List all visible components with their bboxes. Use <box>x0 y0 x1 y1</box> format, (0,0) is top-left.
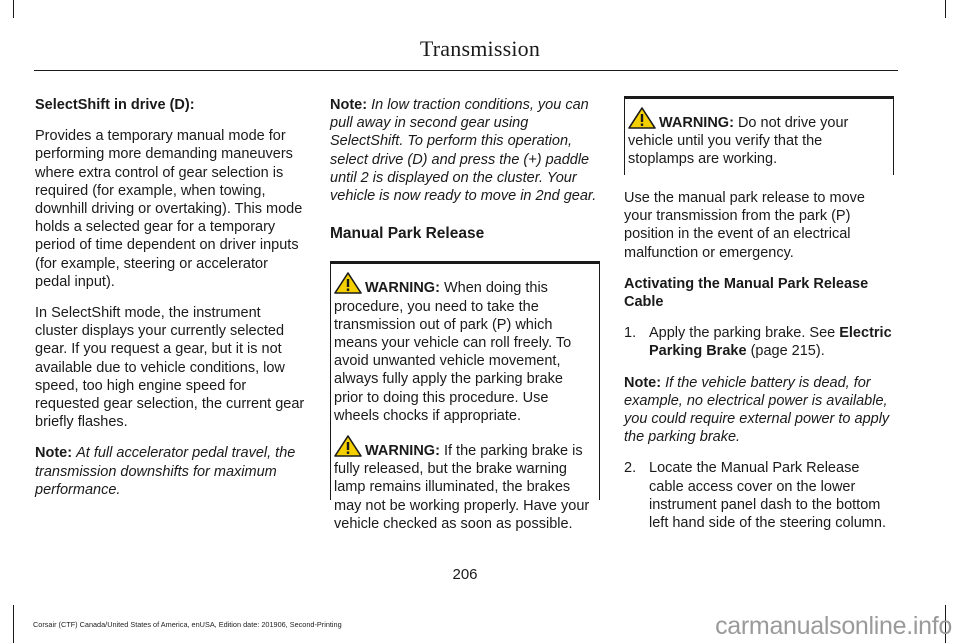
crop-mark-bottom-left <box>13 605 14 643</box>
warning-label: WARNING: <box>659 115 734 131</box>
page-reference: (page 215). <box>750 343 825 360</box>
warning-text: When doing this procedure, you need to take the transmission out of park (P) which means your vehicle can roll freely. To avoid unwanted vehicle movement, always fully apply the parking brake prior to doing this procedure. Use wheels chocks if appropriate. <box>334 280 572 424</box>
column-2 <box>330 96 600 532</box>
selectshift-paragraph-1: Provides a temporary manual mode for performing more demanding maneuvers where extra control of gear selection is required (for example, when towing, downhill driving or overtaking). This mode holds a selected gear for a temporary period of time dependent on driver inputs (for example, steering or accelerator pedal input). <box>35 128 303 290</box>
step-number: 1. <box>624 325 637 342</box>
watermark: carmanualsonline.info <box>715 612 952 640</box>
note-label: Note: <box>624 374 662 391</box>
step-2 <box>624 459 894 532</box>
selectshift-heading: SelectShift in drive (D): <box>35 97 195 113</box>
warning-box <box>624 96 894 175</box>
warning-text: Do not drive your vehicle until you verify that the stoplamps are working. <box>628 115 849 168</box>
warning-box <box>330 261 600 532</box>
battery-note <box>624 374 894 447</box>
warning-text: If the parking brake is fully released, but the brake warning lamp remains illuminated, the brakes may not be working properly. Have your vehicle checked as soon as possible. <box>334 443 590 532</box>
step-text: Locate the Manual Park Release cable access cover on the lower instrument panel dash to the bottom left hand side of the steering column. <box>649 460 886 532</box>
step-number: 2. <box>624 460 637 477</box>
selectshift-note <box>35 444 305 499</box>
footer-edition-info: Corsair (CTF) Canada/United States of America, enUSA, Edition date: 201906, Second-Printing <box>33 620 342 629</box>
column-1 <box>35 96 305 512</box>
manual-park-release-heading: Manual Park Release <box>330 225 485 243</box>
warning-triangle-icon <box>628 107 656 129</box>
electric-parking-brake-link[interactable]: Electric Parking Brake <box>649 325 892 360</box>
note-label: Note: <box>35 445 73 462</box>
manual-park-release-paragraph: Use the manual park release to move your transmission from the park (P) position in the event of an electrical malfunction or emergency. <box>624 190 865 261</box>
warning-label: WARNING: <box>365 280 440 297</box>
steps-list <box>624 324 894 360</box>
page-title: Transmission <box>419 36 541 61</box>
note-text: At full accelerator pedal travel, the transmission downshifts for maximum performance. <box>35 445 296 498</box>
crop-mark-top-right <box>945 0 946 18</box>
warning-1 <box>334 272 595 425</box>
traction-note <box>330 96 600 205</box>
warning-stoplamps <box>628 107 889 169</box>
note-text: In low traction conditions, you can pull away in second gear using SelectShift. To perform this operation, select drive (D) and press the (+) paddle until 2 is displayed on the cluster. Your vehicle is now ready to move in 2nd gear. <box>330 97 597 205</box>
selectshift-paragraph-2: In SelectShift mode, the instrument cluster displays your currently selected gear. If you request a gear, but it is not available due to vehicle conditions, low speed, too high engine speed for requested gear selection, the current gear briefly flashes. <box>35 305 305 431</box>
step-text: Apply the parking brake. See <box>649 325 836 342</box>
activating-heading: Activating the Manual Park Release Cable <box>624 275 869 311</box>
warning-label: WARNING: <box>365 443 440 460</box>
warning-2 <box>334 435 595 533</box>
note-label: Note: <box>330 97 368 113</box>
steps-list <box>624 459 894 532</box>
note-text: If the vehicle battery is dead, for example, no electrical power is available, you could require external power to apply the parking brake. <box>624 374 890 446</box>
warning-triangle-icon <box>334 272 362 294</box>
page-number: 206 <box>452 566 478 583</box>
column-3 <box>624 96 894 545</box>
step-1 <box>624 324 894 360</box>
crop-mark-top-left <box>13 0 14 18</box>
warning-triangle-icon <box>334 435 362 457</box>
header-divider <box>34 70 898 71</box>
